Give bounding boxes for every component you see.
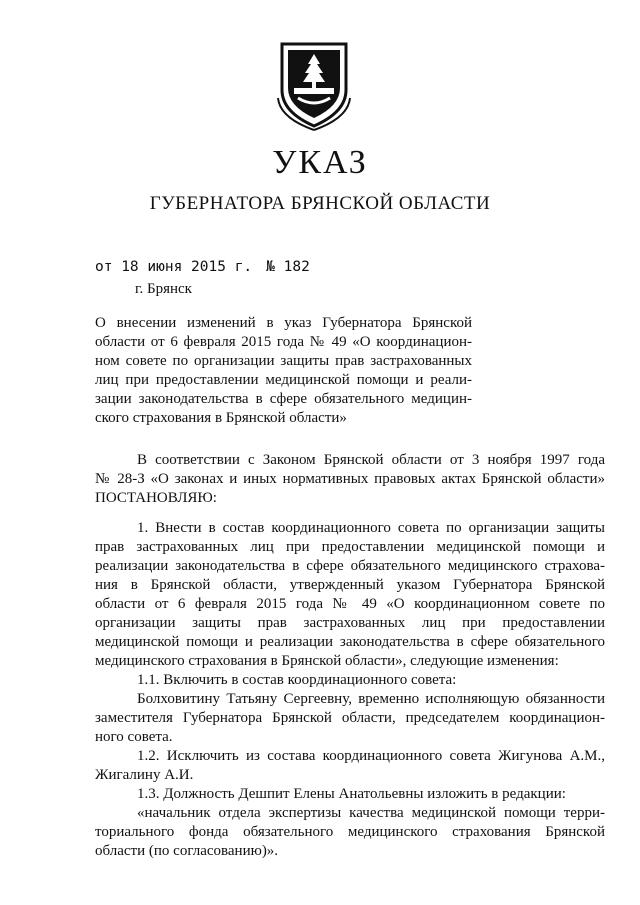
document-number: 182 xyxy=(283,259,310,275)
body-line: медицинской помощи и реализации законодательства в сфере обязательного xyxy=(95,634,605,650)
body-line: Жигалину А.И. xyxy=(95,767,194,783)
body-line: 1. Внести в состав координационного совета по организации защиты xyxy=(137,520,605,536)
document-title: УКАЗ xyxy=(272,144,368,181)
coat-of-arms-icon xyxy=(274,38,354,132)
preamble-line: ПОСТАНОВЛЯЮ: xyxy=(95,490,217,506)
body-line: ториального фонда обязательного медицинского страхования Брянской xyxy=(95,824,605,840)
body-line: области от 6 февраля 2015 года № 49 «О координационном совете по xyxy=(95,596,605,612)
body-line: Болховитину Татьяну Сергеевну, временно исполняющую обязанности xyxy=(137,691,605,707)
subject-line: лиц при предоставлении медицинской помощи и реали- xyxy=(95,372,472,388)
document-city: г. Брянск xyxy=(135,281,192,297)
subject-line: ского страхования в Брянской области» xyxy=(95,410,347,426)
body-line: 1.2. Исключить из состава координационного совета Жигунова А.М., xyxy=(137,748,605,764)
body-line: 1.3. Должность Дешпит Елены Анатольевны изложить в редакции: xyxy=(137,786,566,802)
subject-line: ном совете по организации защиты прав застрахованных xyxy=(95,353,472,369)
body-line: медицинского страхования в Брянской области», следующие изменения: xyxy=(95,653,559,669)
body-line: организации защиты прав застрахованных лиц при предоставлении xyxy=(95,615,605,631)
body-line: ния в Брянской области, утвержденный указом Губернатора Брянской xyxy=(95,577,605,593)
subject-block xyxy=(95,314,472,428)
body-block xyxy=(95,519,605,861)
body-line: прав застрахованных лиц при предоставлении медицинской помощи и xyxy=(95,539,605,555)
body-line: области (по согласованию)». xyxy=(95,843,279,859)
body-line: реализации законодательства в сфере обязательного медицинского страхова- xyxy=(95,558,605,574)
date-prefix: от xyxy=(95,259,113,275)
document-subtitle: ГУБЕРНАТОРА БРЯНСКОЙ ОБЛАСТИ xyxy=(149,193,491,214)
number-prefix: № xyxy=(266,259,275,275)
subject-line: области от 6 февраля 2015 года № 49 «О координацион- xyxy=(95,334,472,350)
date-number-line xyxy=(95,259,310,275)
preamble-block xyxy=(95,451,605,508)
subject-line: О внесении изменений в указ Губернатора Брянской xyxy=(95,315,472,331)
subject-line: зации законодательства в сфере обязательного медицин- xyxy=(95,391,472,407)
body-line: ного совета. xyxy=(95,729,173,745)
document-date: 18 июня 2015 г. xyxy=(121,259,253,275)
preamble-line: № 28-З «О законах и иных нормативных правовых актах Брянской области» xyxy=(95,471,605,487)
body-line: «начальник отдела экспертизы качества медицинской помощи терри- xyxy=(137,805,605,821)
body-line: заместителя Губернатора Брянской области, председателем координацион- xyxy=(95,710,605,726)
preamble-line: В соответствии с Законом Брянской области от 3 ноября 1997 года xyxy=(137,452,605,468)
body-line: 1.1. Включить в состав координационного совета: xyxy=(137,672,457,688)
